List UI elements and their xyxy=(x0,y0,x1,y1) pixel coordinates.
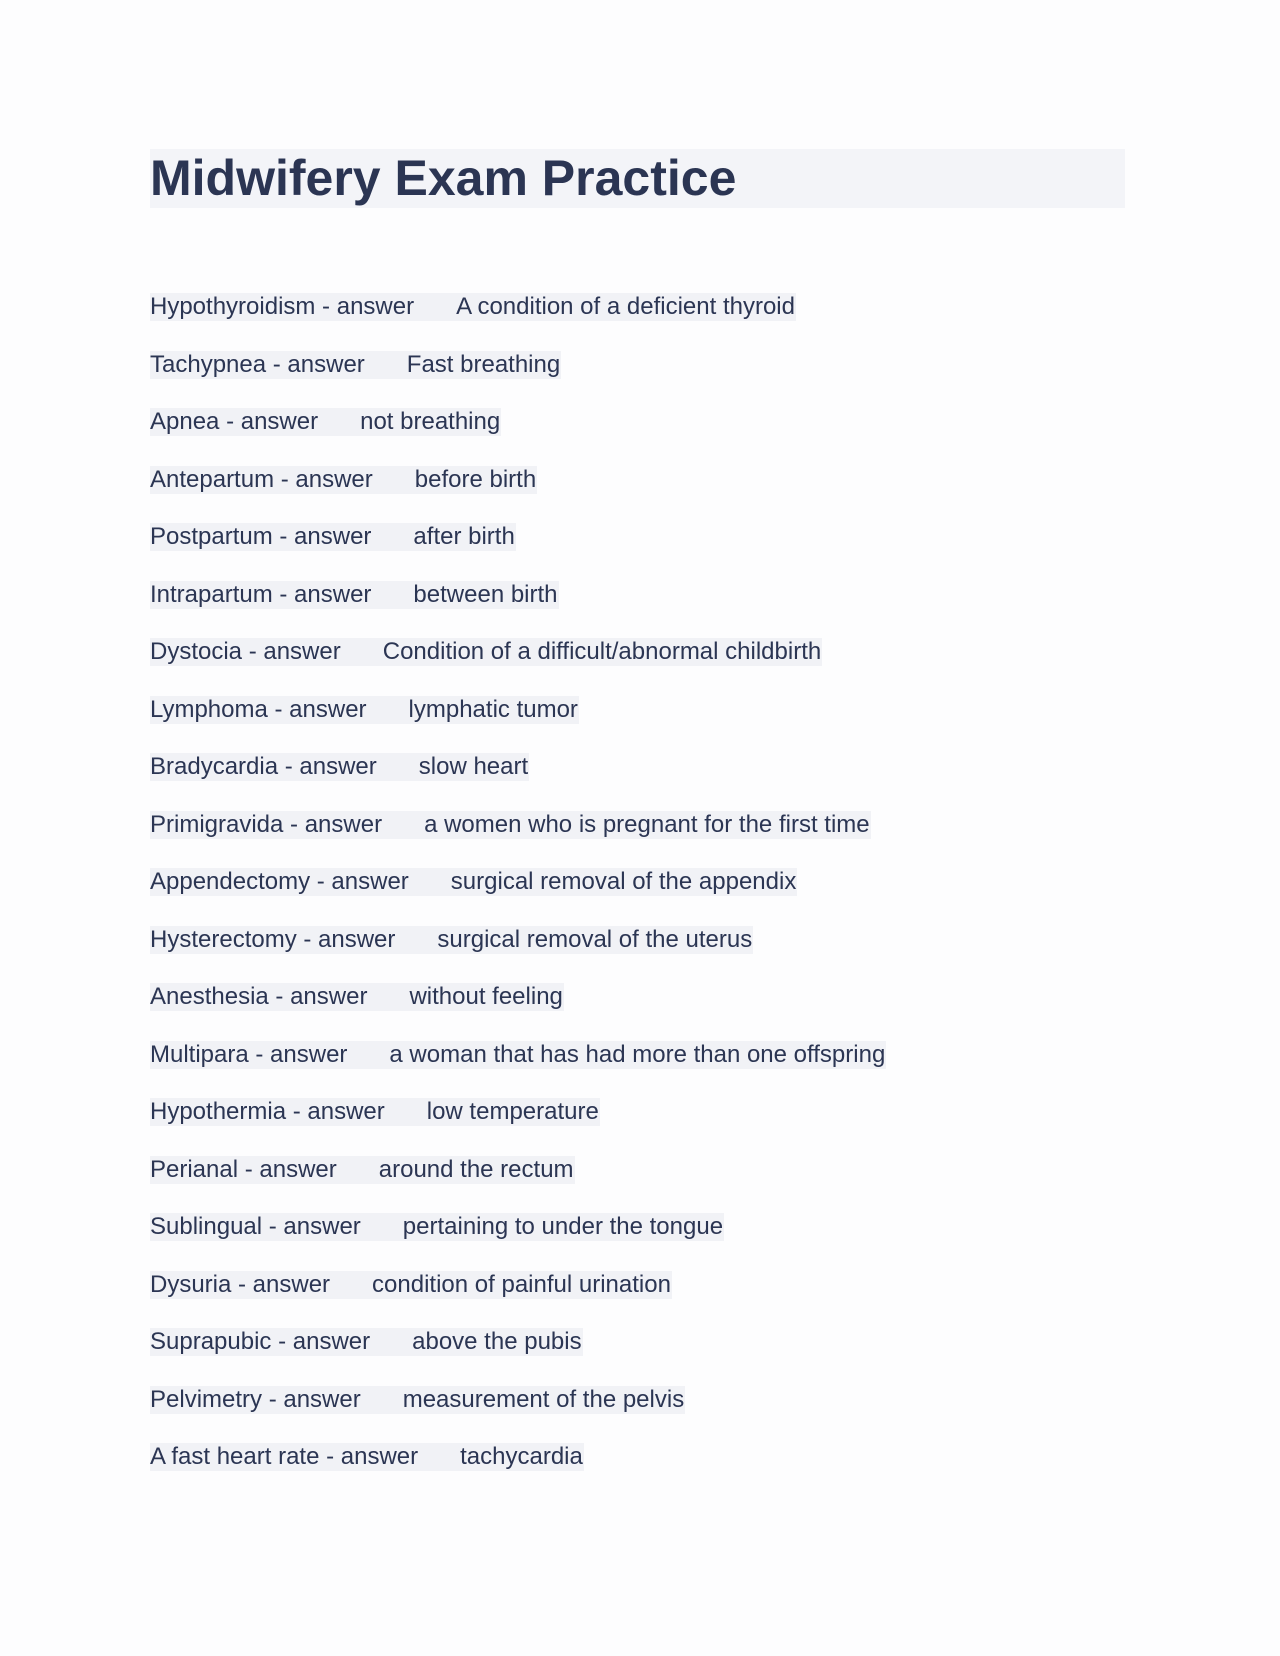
qa-definition: measurement of the pelvis xyxy=(402,1385,685,1413)
list-item xyxy=(150,1156,886,1184)
qa-line xyxy=(150,351,561,379)
qa-line xyxy=(150,1213,724,1241)
list-item xyxy=(150,581,886,609)
qa-definition: surgical removal of the appendix xyxy=(450,868,797,895)
list-item xyxy=(150,1098,886,1126)
qa-definition: without feeling xyxy=(409,983,563,1010)
list-item xyxy=(150,868,886,896)
list-item xyxy=(150,351,886,379)
qa-line xyxy=(150,523,516,551)
qa-line xyxy=(150,811,871,839)
qa-line xyxy=(150,581,559,609)
list-item xyxy=(150,1328,886,1356)
qa-term: Primigravida - answer xyxy=(150,810,383,838)
list-item xyxy=(150,926,886,954)
qa-line xyxy=(150,1041,886,1069)
qa-definition: pertaining to under the tongue xyxy=(402,1213,724,1240)
list-item xyxy=(150,1213,886,1241)
qa-term: Antepartum - answer xyxy=(150,465,373,493)
qa-line xyxy=(150,466,537,494)
qa-line xyxy=(150,753,529,781)
qa-term: Hypothyroidism - answer xyxy=(150,293,415,320)
qa-definition: Fast breathing xyxy=(406,350,561,378)
page-title: Midwifery Exam Practice xyxy=(150,150,737,206)
list-item xyxy=(150,753,886,781)
qa-definition: A condition of a deficient thyroid xyxy=(456,293,795,320)
list-item xyxy=(150,1386,886,1414)
qa-line xyxy=(150,638,822,666)
qa-definition: around the rectum xyxy=(378,1155,574,1183)
qa-term: Hysterectomy - answer xyxy=(150,925,396,953)
qa-definition: a woman that has had more than one offspring xyxy=(389,1040,886,1068)
qa-term: Intrapartum - answer xyxy=(150,580,372,608)
list-item xyxy=(150,811,886,839)
qa-term: Perianal - answer xyxy=(150,1155,337,1183)
list-item xyxy=(150,293,886,321)
qa-line xyxy=(150,1271,672,1299)
qa-term: A fast heart rate - answer xyxy=(150,1443,419,1470)
list-item xyxy=(150,523,886,551)
list-item xyxy=(150,983,886,1011)
qa-line xyxy=(150,1328,583,1356)
qa-term: Suprapubic - answer xyxy=(150,1328,371,1355)
qa-term: Postpartum - answer xyxy=(150,523,372,550)
list-item xyxy=(150,408,886,436)
qa-line xyxy=(150,1443,584,1471)
list-item xyxy=(150,1271,886,1299)
qa-term: Sublingual - answer xyxy=(150,1213,361,1240)
qa-line xyxy=(150,1386,685,1414)
qa-definition: between birth xyxy=(413,580,558,608)
list-item xyxy=(150,1443,886,1471)
qa-term: Dystocia - answer xyxy=(150,638,341,665)
qa-line xyxy=(150,868,797,896)
qa-term: Multipara - answer xyxy=(150,1040,348,1068)
qa-line xyxy=(150,408,501,436)
qa-term: Apnea - answer xyxy=(150,408,319,435)
qa-line xyxy=(150,1156,575,1184)
qa-list xyxy=(150,293,886,1501)
qa-definition: low temperature xyxy=(426,1098,599,1125)
qa-definition: Condition of a difficult/abnormal childbirth xyxy=(382,638,822,665)
qa-term: Anesthesia - answer xyxy=(150,983,368,1010)
qa-line xyxy=(150,1098,600,1126)
qa-term: Bradycardia - answer xyxy=(150,753,377,780)
qa-definition: after birth xyxy=(413,523,515,550)
qa-definition: not breathing xyxy=(360,408,501,435)
qa-definition: surgical removal of the uterus xyxy=(437,925,753,953)
qa-term: Dysuria - answer xyxy=(150,1270,331,1298)
qa-definition: lymphatic tumor xyxy=(408,695,578,723)
qa-term: Lymphoma - answer xyxy=(150,695,367,723)
qa-definition: before birth xyxy=(414,465,537,493)
qa-line xyxy=(150,983,564,1011)
list-item xyxy=(150,696,886,724)
qa-line xyxy=(150,696,579,724)
qa-definition: slow heart xyxy=(418,753,529,780)
qa-definition: above the pubis xyxy=(412,1328,582,1355)
qa-definition: condition of painful urination xyxy=(372,1270,671,1298)
qa-line xyxy=(150,926,753,954)
qa-definition: tachycardia xyxy=(460,1443,583,1470)
qa-definition: a women who is pregnant for the first time xyxy=(424,810,870,838)
list-item xyxy=(150,466,886,494)
list-item xyxy=(150,1041,886,1069)
qa-line xyxy=(150,293,796,321)
list-item xyxy=(150,638,886,666)
qa-term: Hypothermia - answer xyxy=(150,1098,385,1125)
qa-term: Appendectomy - answer xyxy=(150,868,409,895)
qa-term: Tachypnea - answer xyxy=(150,350,365,378)
qa-term: Pelvimetry - answer xyxy=(150,1385,361,1413)
